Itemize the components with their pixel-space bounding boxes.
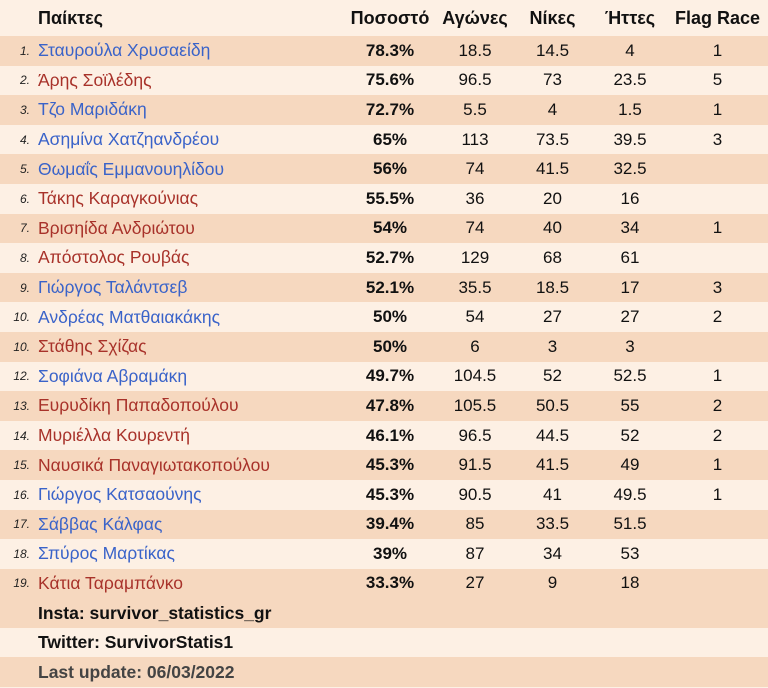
table-header [0,0,768,36]
table-row [0,95,768,125]
player-name: Σάββας Κάλφας [38,513,163,534]
games-cell: 18.5 [458,40,492,60]
flag-race-cell: 1 [712,99,723,119]
losses-cell: 3 [625,336,635,356]
rank-cell: 4. [19,132,30,147]
player-name: Ασημίνα Χατζηανδρέου [38,129,220,150]
rank-cell: 16. [13,487,30,502]
games-cell: 96.5 [458,425,492,445]
flag-race-cell: 1 [712,484,723,504]
wins-cell: 3 [547,336,558,356]
table-row [0,214,768,244]
games-cell: 96.5 [458,70,492,90]
player-name: Κάτια Ταραμπάνκο [38,572,184,593]
header-players: Παίκτες [38,7,104,28]
wins-cell: 73.5 [535,129,570,149]
header-wins: Νίκες [529,7,576,28]
games-cell: 87 [465,543,485,563]
losses-cell: 52 [620,425,640,445]
games-cell: 5.5 [463,99,487,119]
table-row [0,480,768,510]
flag-race-cell: 1 [712,455,723,475]
rank-cell: 9. [19,280,30,295]
flag-race-cell [670,510,765,540]
wins-cell: 4 [547,99,558,119]
losses-cell: 49.5 [613,484,647,504]
table-row [0,391,768,421]
player-name: Σταυρούλα Χρυσαείδη [38,40,211,61]
header-percentage: Ποσοστό [350,7,430,28]
footer-update-row [0,657,768,687]
games-cell: 90.5 [458,484,492,504]
wins-cell: 33.5 [535,514,570,534]
losses-cell: 55 [620,395,640,415]
player-name: Ανδρέας Ματθαιακάκης [38,306,221,327]
games-cell: 105.5 [453,395,497,415]
losses-cell: 34 [620,218,640,238]
games-cell: 74 [465,218,485,238]
player-name: Γιώργος Κατσαούνης [38,484,202,505]
percentage-cell: 45.3% [365,484,415,504]
footer-insta-row [0,598,768,628]
games-cell: 36 [465,188,485,208]
rank-cell: 12. [13,369,30,384]
percentage-cell: 55.5% [365,188,415,208]
rank-cell: 15. [13,458,30,473]
flag-race-cell: 3 [712,277,723,297]
rank-cell: 10. [13,339,30,354]
player-name: Μυριέλλα Κουρεντή [38,425,190,446]
wins-cell: 34 [543,543,562,563]
flag-race-cell [670,332,765,362]
flag-race-cell [670,569,765,599]
table-row [0,154,768,184]
rank-cell: 17. [13,517,30,532]
losses-cell: 27 [620,307,640,327]
flag-race-cell: 2 [712,425,723,445]
player-name: Σπύρος Μαρτίκας [38,543,175,564]
wins-cell: 18.5 [535,277,570,297]
wins-cell: 27 [543,307,562,327]
losses-cell: 39.5 [613,129,647,149]
games-cell: 91.5 [458,455,492,475]
player-name: Τάκης Καραγκούνιας [38,188,199,209]
percentage-cell: 50% [372,336,408,356]
percentage-cell: 78.3% [365,40,415,60]
player-name: Τζο Μαριδάκη [38,99,147,120]
percentage-cell: 49.7% [365,366,415,386]
table-row [0,125,768,155]
footer-twitter: Twitter: SurvivorStatis1 [38,632,234,653]
player-name: Βρισηίδα Ανδριώτου [38,217,195,238]
wins-cell: 9 [547,573,558,593]
table-row [0,362,768,392]
wins-cell: 41 [543,484,562,504]
percentage-cell: 33.3% [365,573,415,593]
losses-cell: 16 [620,188,640,208]
wins-cell: 41.5 [535,159,570,179]
rank-cell: 3. [19,102,30,117]
player-name: Ευρυδίκη Παπαδοπούλου [38,395,239,416]
games-cell: 85 [465,514,485,534]
games-cell: 104.5 [453,366,497,386]
percentage-cell: 39% [372,543,408,563]
footer-twitter-row [0,628,768,658]
wins-cell: 44.5 [535,425,570,445]
player-name: Στάθης Σχίζας [38,336,147,357]
table-row [0,243,768,273]
losses-cell: 17 [620,277,640,297]
header-flag-race: Flag Race [674,7,761,28]
losses-cell: 53 [620,543,640,563]
losses-cell: 52.5 [613,366,647,386]
table-row [0,421,768,451]
player-name: Γιώργος Ταλάντσεβ [38,277,188,298]
games-cell: 6 [470,336,480,356]
percentage-cell: 39.4% [365,514,415,534]
flag-race-cell [670,243,765,273]
table-row [0,539,768,569]
wins-cell: 50.5 [535,395,570,415]
percentage-cell: 72.7% [365,99,415,119]
header-games: Αγώνες [442,7,508,28]
wins-cell: 41.5 [535,455,570,475]
player-name: Σοφιάνα Αβραμάκη [38,365,188,386]
flag-race-cell [670,539,765,569]
rank-cell: 1. [19,43,30,58]
losses-cell: 1.5 [618,99,642,119]
games-cell: 113 [461,129,489,149]
player-name: Θωμαΐς Εμμανουηλίδου [38,158,225,179]
footer-insta: Insta: survivor_statistics_gr [38,602,272,623]
flag-race-cell: 3 [712,129,723,149]
table-row [0,273,768,303]
table-row [0,332,768,362]
rank-cell: 18. [13,546,30,561]
flag-race-cell: 1 [712,366,723,386]
flag-race-cell: 1 [712,40,723,60]
percentage-cell: 52.7% [365,247,415,267]
percentage-cell: 65% [372,129,408,149]
losses-cell: 61 [620,247,640,267]
flag-race-cell [670,154,765,184]
wins-cell: 14.5 [535,40,570,60]
games-cell: 74 [465,159,485,179]
percentage-cell: 75.6% [365,70,415,90]
losses-cell: 51.5 [613,514,647,534]
table-row [0,66,768,96]
table-row [0,510,768,540]
losses-cell: 32.5 [613,159,647,179]
losses-cell: 49 [620,455,640,475]
wins-cell: 20 [543,188,562,208]
wins-cell: 52 [543,366,562,386]
header-losses: Ήττες [604,7,656,28]
table-row [0,36,768,66]
flag-race-cell: 2 [712,395,723,415]
player-name: Απόστολος Ρουβάς [38,247,190,268]
table-row [0,569,768,599]
losses-cell: 18 [620,573,640,593]
rank-cell: 13. [13,398,30,413]
rank-cell: 6. [19,191,30,206]
footer-last-update: Last update: 06/03/2022 [38,661,235,682]
games-cell: 35.5 [458,277,492,297]
player-name: Ναυσικά Παναγιωτακοπούλου [38,454,270,475]
flag-race-cell: 1 [712,218,723,238]
rank-cell: 19. [13,576,30,591]
rank-cell: 14. [13,428,30,443]
wins-cell: 68 [543,247,562,267]
percentage-cell: 56% [372,159,408,179]
table-row [0,184,768,214]
rank-cell: 10. [13,310,30,325]
percentage-cell: 52.1% [365,277,415,297]
wins-cell: 40 [543,218,562,238]
games-cell: 129 [460,247,490,267]
flag-race-cell: 2 [712,307,723,327]
percentage-cell: 47.8% [365,395,415,415]
percentage-cell: 45.3% [365,455,415,475]
table-row [0,450,768,480]
percentage-cell: 50% [372,307,408,327]
losses-cell: 4 [625,40,635,60]
percentage-cell: 54% [372,218,408,238]
rank-cell: 7. [19,221,30,236]
flag-race-cell [670,184,765,214]
player-name: Άρης Σοϊλέδης [38,69,152,90]
table-row [0,302,768,332]
rank-cell: 5. [19,162,30,177]
games-cell: 54 [465,307,485,327]
wins-cell: 73 [543,70,562,90]
games-cell: 27 [465,573,485,593]
percentage-cell: 46.1% [365,425,415,445]
losses-cell: 23.5 [613,70,647,90]
rank-cell: 2. [19,73,30,88]
table-body [0,36,768,598]
flag-race-cell: 5 [712,70,723,90]
rank-cell: 8. [19,250,30,265]
